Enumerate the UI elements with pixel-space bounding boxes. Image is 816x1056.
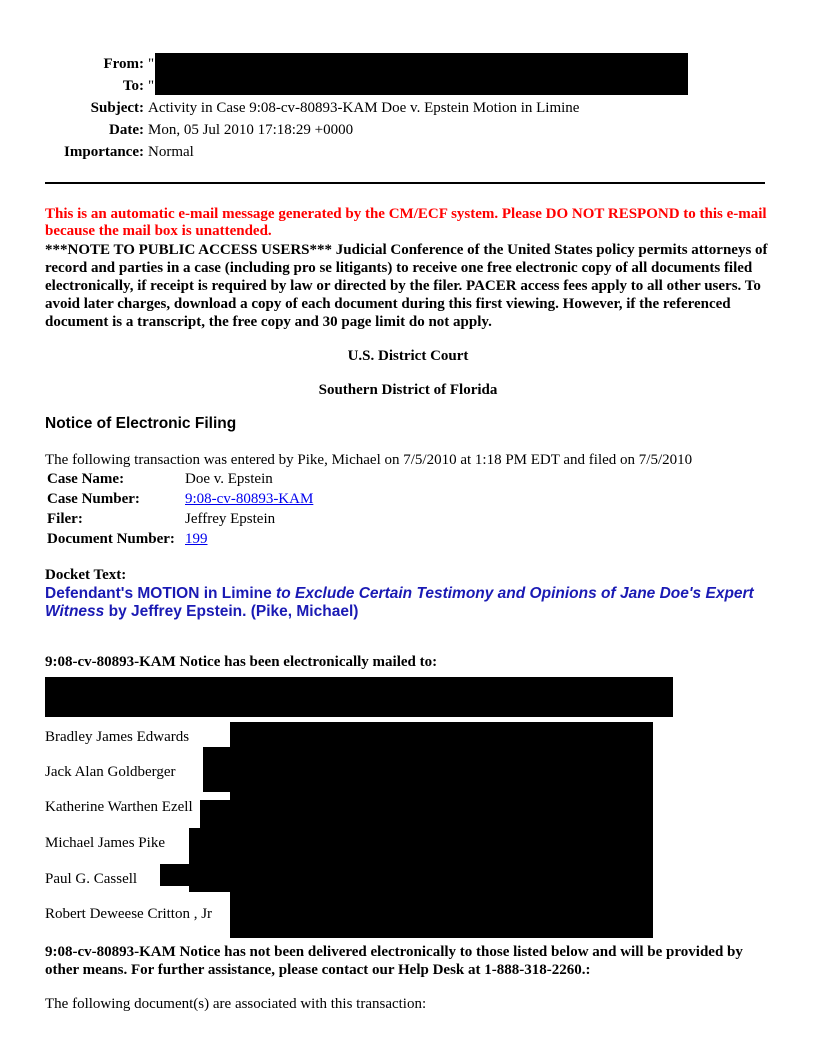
mailed-heading: 9:08-cv-80893-KAM Notice has been electronically mailed to: (45, 654, 438, 670)
recipient-name: Katherine Warthen Ezell (45, 799, 193, 815)
filer-value: Jeffrey Epstein (185, 511, 276, 527)
case-number-label: Case Number: (47, 491, 140, 507)
doc-number-label: Document Number: (47, 531, 175, 547)
doc-number-link[interactable] (185, 531, 208, 548)
redaction-recipient-top (45, 677, 673, 717)
from-value: " (148, 56, 155, 72)
redaction-recipients-d (230, 792, 653, 802)
to-label: To: (122, 78, 144, 94)
case-name-value: Doe v. Epstein (185, 471, 273, 487)
recipient-name: Jack Alan Goldberger (45, 764, 176, 780)
redaction-recipients-e (189, 828, 653, 868)
redaction-from-to (155, 53, 688, 95)
docket-text-part2: by Jeffrey Epstein. (Pike, Michael) (104, 603, 359, 620)
transaction-line: The following transaction was entered by Pike, Michael on 7/5/2010 at 1:18 PM EDT and filed on 7/5/2010 (45, 452, 693, 468)
to-value: " (148, 78, 155, 94)
from-label: From: (103, 56, 144, 72)
redaction-recipients-b (203, 747, 243, 792)
importance-value: Normal (148, 144, 194, 160)
not-delivered-notice: 9:08-cv-80893-KAM Notice has not been delivered electronically to those listed below and will be provided by other means. For further assistance, please contact our Help Desk at 1-888-318-2260.: (45, 944, 743, 978)
docket-text-part1: Defendant's MOTION in Limine (45, 585, 277, 602)
doc-number-anchor[interactable]: 199 (185, 531, 208, 547)
court-name: U.S. District Court (347, 348, 469, 364)
recipient-name: Michael James Pike (45, 835, 165, 851)
subject-value: Activity in Case 9:08-cv-80893-KAM Doe v. Epstein Motion in Limine (148, 100, 580, 116)
recipient-name: Robert Deweese Critton , Jr (45, 906, 213, 922)
recipient-name: Bradley James Edwards (45, 729, 190, 745)
subject-label: Subject: (90, 100, 144, 116)
redaction-recipients-a (230, 722, 653, 792)
date-value: Mon, 05 Jul 2010 17:18:29 +0000 (148, 122, 354, 138)
redaction-recipients-f (189, 866, 653, 892)
docket-text (45, 585, 775, 621)
case-number-anchor[interactable]: 9:08-cv-80893-KAM (185, 491, 314, 507)
header-divider (45, 182, 765, 184)
associated-documents: The following document(s) are associated with this transaction: (45, 996, 427, 1012)
redaction-recipients-c (200, 800, 653, 830)
auto-message-warning: This is an automatic e-mail message generated by the CM/ECF system. Please DO NOT RESPOND to this e-mail because the mail box is unattended. (45, 206, 767, 239)
public-access-note: ***NOTE TO PUBLIC ACCESS USERS*** Judicial Conference of the United States policy permits attorneys of record and parties in a case (including pro se litigants) to receive one free electronic copy of all documents filed electronically, if receipt is required by law or directed by the filer. PACER access fees apply to all other users. To avoid later charges, download a copy of each document during this first viewing. However, if the referenced document is a transcript, the free copy and 30 page limit do not apply. (45, 242, 768, 330)
case-name-label: Case Name: (47, 471, 125, 487)
date-label: Date: (109, 122, 144, 138)
filer-label: Filer: (47, 511, 83, 527)
docket-text-italic: to Exclude Certain Testimony and Opinions of Jane Doe's Expert Witness (45, 585, 754, 620)
importance-label: Importance: (64, 144, 144, 160)
redaction-recipients-h (230, 890, 653, 938)
case-number-link[interactable] (185, 491, 313, 508)
docket-text-label: Docket Text: (45, 567, 127, 583)
redaction-recipients-g (160, 864, 190, 886)
district-name: Southern District of Florida (318, 382, 498, 398)
recipient-name: Paul G. Cassell (45, 871, 138, 887)
nef-title: Notice of Electronic Filing (45, 415, 237, 432)
